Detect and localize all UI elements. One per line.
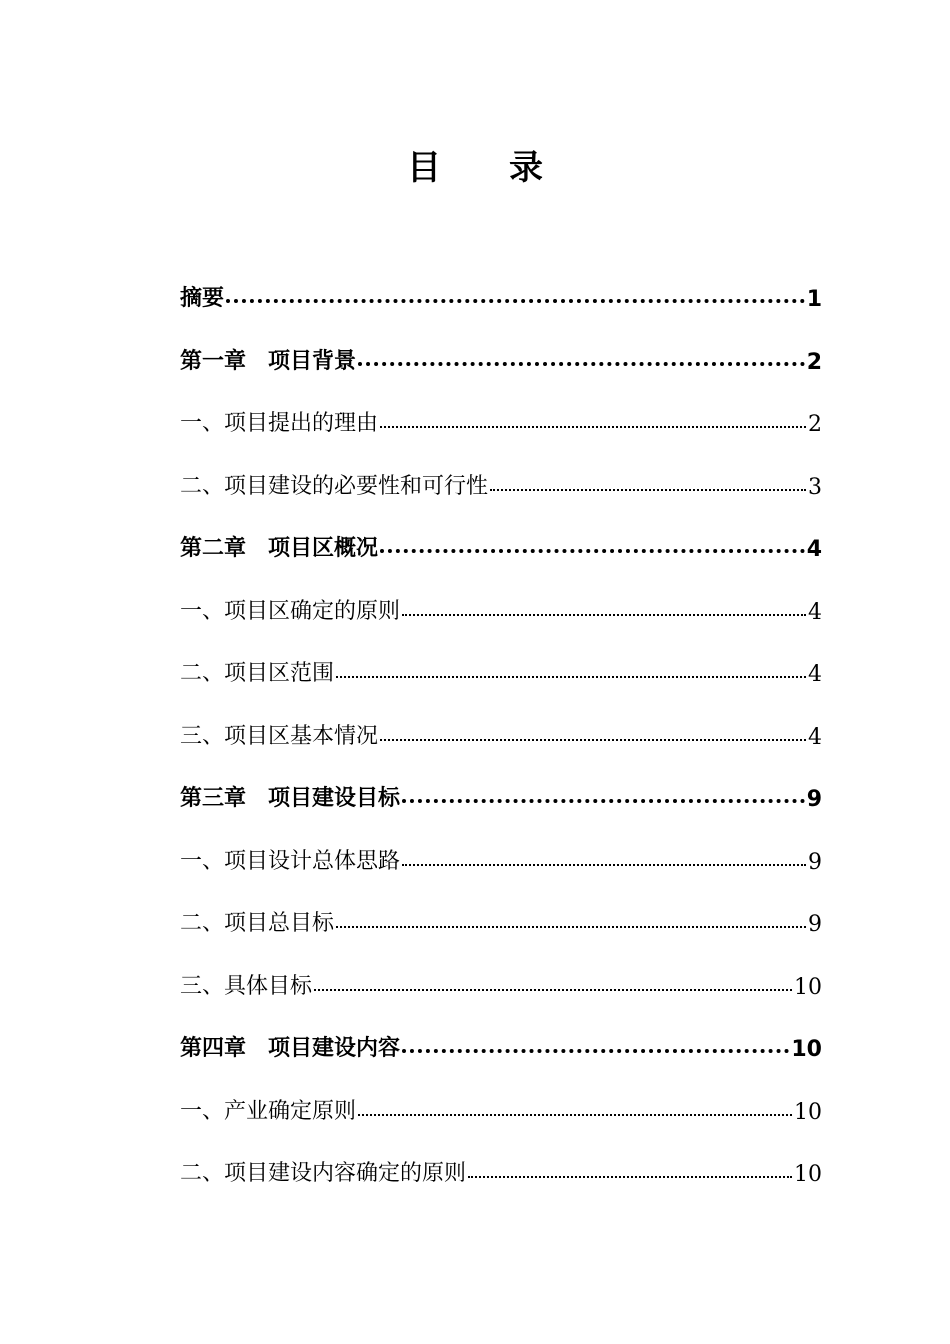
toc-entry-label: 三、项目区基本情况 xyxy=(180,724,379,749)
toc-page-number: 9 xyxy=(808,850,822,875)
toc-chapter-entry[interactable] xyxy=(180,1026,822,1062)
toc-entry-label: 一、项目设计总体思路 xyxy=(180,849,401,874)
toc-dot-leader xyxy=(402,795,805,803)
toc-entry-label: 二、项目建设内容确定的原则 xyxy=(180,1161,467,1186)
toc-section-entry[interactable] xyxy=(180,839,822,875)
toc-dot-leader xyxy=(358,1110,792,1116)
toc-page-number: 10 xyxy=(791,1037,822,1062)
toc-entry-label: 二、项目区范围 xyxy=(180,661,335,686)
toc-entry-label: 三、具体目标 xyxy=(180,974,313,999)
toc-dot-leader xyxy=(380,422,806,428)
toc-page-number: 4 xyxy=(808,662,822,687)
toc-section-entry[interactable] xyxy=(180,401,822,437)
toc-entry-label: 第四章 项目建设内容 xyxy=(180,1036,401,1061)
toc-dot-leader xyxy=(380,735,806,741)
toc-entry-label: 第三章 项目建设目标 xyxy=(180,786,401,811)
toc-dot-leader xyxy=(468,1172,792,1178)
toc-entry-label: 摘要 xyxy=(180,286,225,311)
toc-entry-label: 二、项目总目标 xyxy=(180,911,335,936)
toc-page-number: 10 xyxy=(794,975,822,1000)
toc-entry-label: 第二章 项目区概况 xyxy=(180,536,379,561)
toc-page-number: 9 xyxy=(806,787,822,812)
toc-dot-leader xyxy=(402,860,806,866)
toc-page-number: 3 xyxy=(808,475,822,500)
toc-dot-leader xyxy=(490,485,806,491)
toc-chapter-entry[interactable] xyxy=(180,339,822,375)
toc-page-number: 1 xyxy=(806,287,822,312)
toc-page-number: 10 xyxy=(794,1100,822,1125)
toc-dot-leader xyxy=(226,295,805,303)
toc-section-entry[interactable] xyxy=(180,1089,822,1125)
toc-chapter-entry[interactable] xyxy=(180,776,822,812)
toc-dot-leader xyxy=(402,1045,789,1053)
toc-dot-leader xyxy=(336,672,806,678)
toc-dot-leader xyxy=(402,610,806,616)
toc-title-right-char: 录 xyxy=(509,148,543,188)
toc-page-number: 2 xyxy=(808,412,822,437)
toc-section-entry[interactable] xyxy=(180,464,822,500)
toc-entry-label: 一、项目提出的理由 xyxy=(180,411,379,436)
toc-page-number: 4 xyxy=(808,725,822,750)
toc-section-entry[interactable] xyxy=(180,1151,822,1187)
toc-entry-label: 一、产业确定原则 xyxy=(180,1099,357,1124)
toc-page-number: 2 xyxy=(806,350,822,375)
toc-title xyxy=(0,140,950,189)
toc-page-number: 9 xyxy=(808,912,822,937)
toc-dot-leader xyxy=(380,545,805,553)
toc-entry-label: 一、项目区确定的原则 xyxy=(180,599,401,624)
toc-dot-leader xyxy=(314,985,792,991)
toc-title-left-char: 目 xyxy=(407,148,441,188)
toc-dot-leader xyxy=(336,922,806,928)
toc-section-entry[interactable] xyxy=(180,901,822,937)
toc-section-entry[interactable] xyxy=(180,651,822,687)
toc-page-number: 4 xyxy=(806,537,822,562)
toc-dot-leader xyxy=(358,358,805,366)
toc-chapter-entry[interactable] xyxy=(180,526,822,562)
toc-entry-label: 二、项目建设的必要性和可行性 xyxy=(180,474,489,499)
toc-page-number: 4 xyxy=(808,600,822,625)
toc-section-entry[interactable] xyxy=(180,714,822,750)
toc-chapter-entry[interactable] xyxy=(180,276,822,312)
toc-entry-label: 第一章 项目背景 xyxy=(180,349,357,374)
toc-section-entry[interactable] xyxy=(180,964,822,1000)
toc-page-number: 10 xyxy=(794,1162,822,1187)
toc-section-entry[interactable] xyxy=(180,589,822,625)
